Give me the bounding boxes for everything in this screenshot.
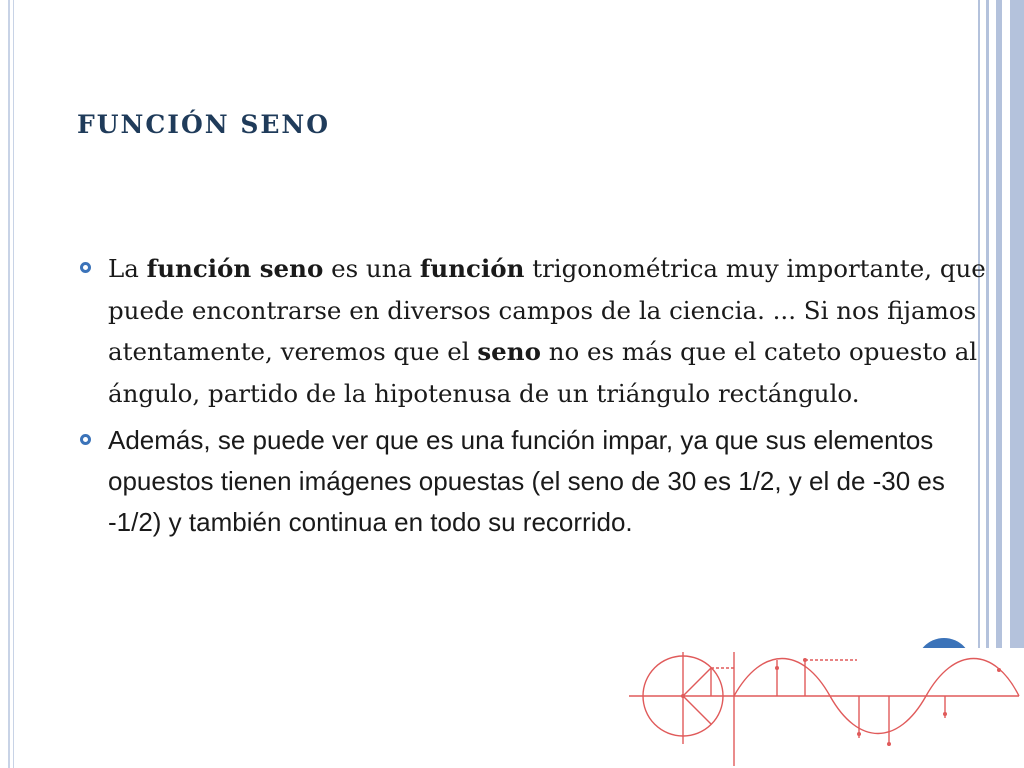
bullet-ring-icon [80,434,91,445]
bold-term: función seno [146,254,324,283]
bullet-item [78,420,988,543]
left-frame-line [8,0,10,768]
slide-title: FUNCIÓN SENO [77,110,331,139]
sine-graph-icon [627,648,1024,768]
left-frame-line-inner [13,0,14,768]
bullet-text-definition [108,248,988,414]
bullet-text-odd-function: Además, se puede ver que es una función impar, ya que sus elementos opuestos tienen imágenes opuestas (el seno de 30 es 1/2, y el de -30 es -1/2) y también continua en todo su recorrido. [108,425,945,537]
text-run: es una [323,254,420,283]
bold-term: función [419,254,525,283]
text-run: no es más que el cateto opuesto al ángulo, partido de la hipotenusa de un triángulo rectángulo. [108,337,978,408]
sine-graph-image [627,648,1024,768]
bullet-ring-icon [80,262,91,273]
text-run: trigonométrica muy importante, que puede encontrarse en diversos campos de la ciencia. ... Si nos fijamos atentamente, veremos que el [108,254,986,366]
text-run: La [108,254,147,283]
bullet-item [78,248,988,414]
bold-term: seno [477,337,541,366]
bullet-list [78,248,988,543]
